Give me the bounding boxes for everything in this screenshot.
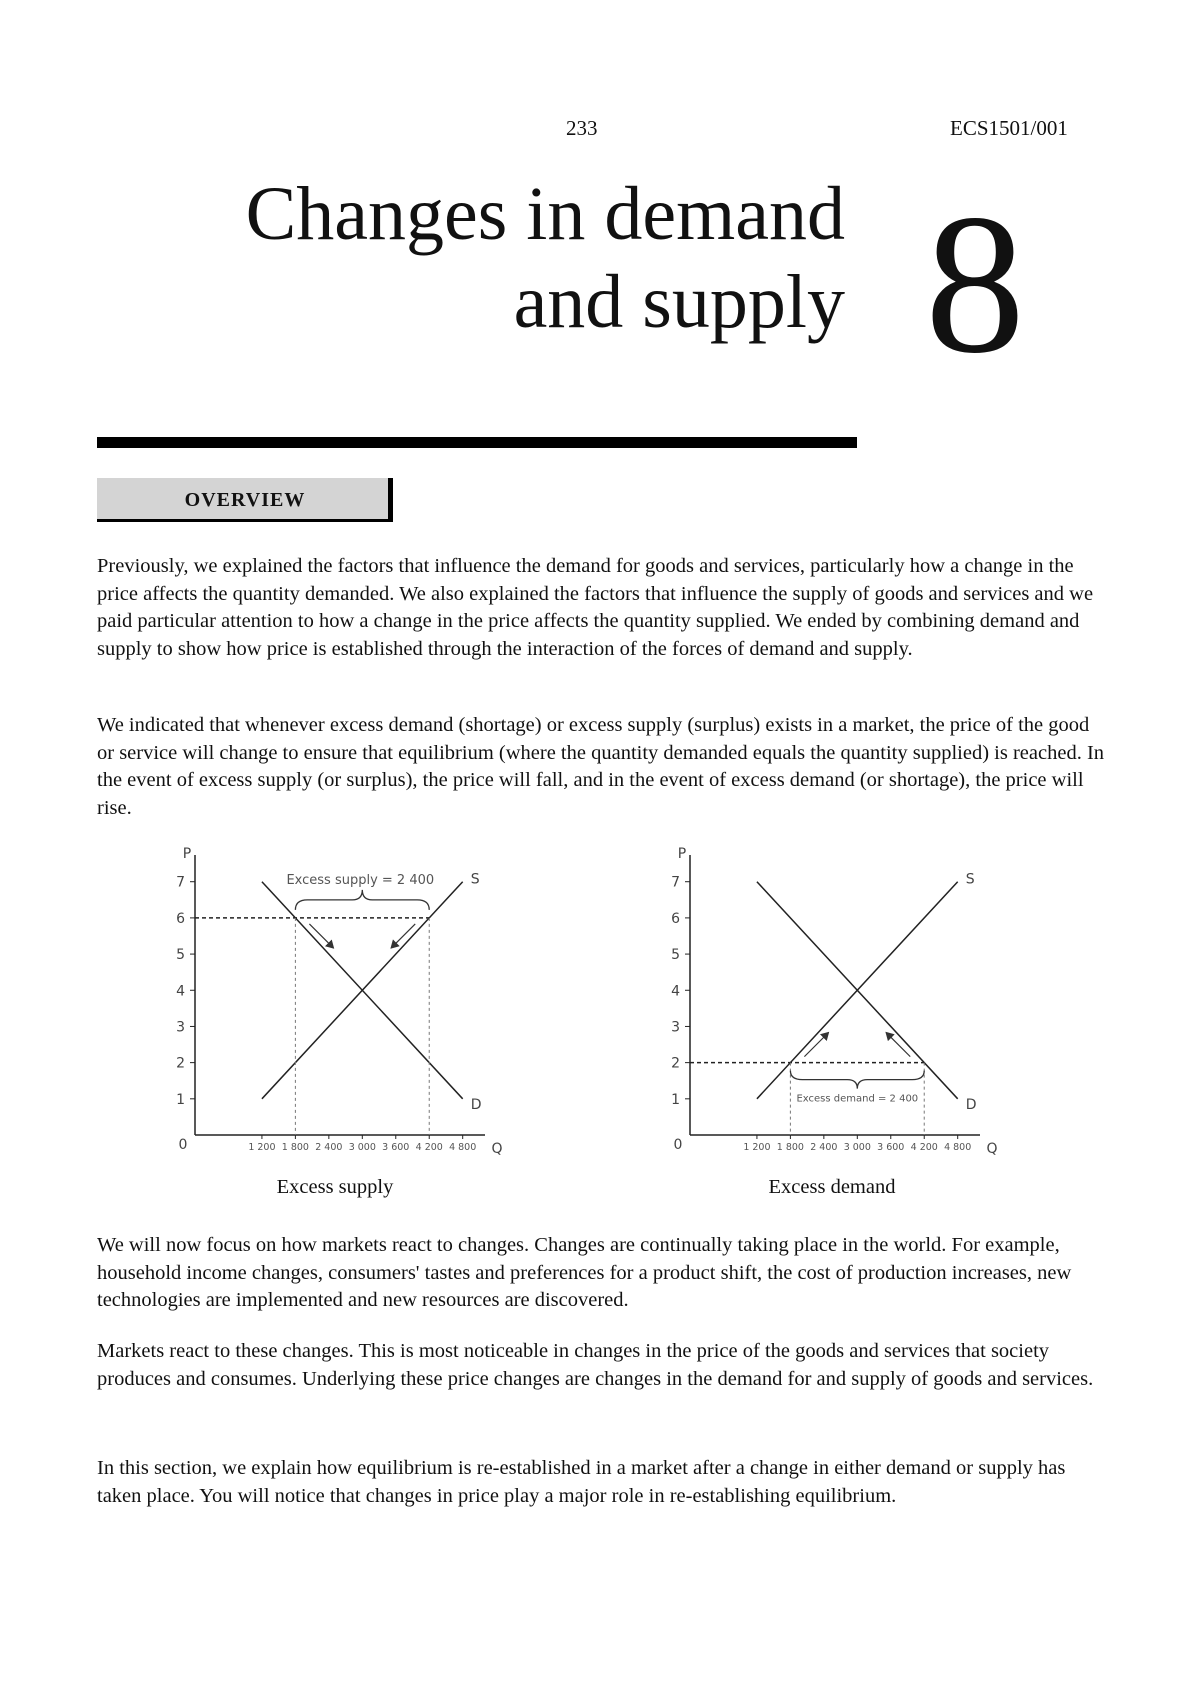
- y-tick-label: 5: [671, 947, 680, 964]
- y-tick-label: 7: [671, 874, 680, 891]
- excess-demand-chart: [665, 840, 1005, 1170]
- course-code: ECS1501/001: [950, 116, 1068, 140]
- x-tick-label: 4 200: [910, 1142, 938, 1153]
- y-tick-label: 2: [671, 1055, 680, 1072]
- paragraph: Markets react to these changes. This is most noticeable in changes in the price of the goods and services that society produces and consumes. Underlying these price changes are changes in the demand for and supply of goods and services.: [97, 1340, 1094, 1390]
- x-tick-label: 3 000: [843, 1142, 871, 1153]
- y-tick-label: 4: [671, 983, 680, 1000]
- origin-label: 0: [178, 1137, 188, 1153]
- overview-label: OVERVIEW: [184, 489, 306, 511]
- curve-label-s: S: [965, 871, 975, 888]
- paragraph: We will now focus on how markets react to changes. Changes are continually taking place in the world. For example, household income changes, consumers' tastes and preferences for a product shift, the cost of production increases, new technologies are implemented and new resources are discovered.: [97, 1234, 1072, 1312]
- y-tick-label: 3: [176, 1019, 185, 1036]
- x-tick-label: 1 800: [281, 1142, 309, 1153]
- curve-label-d: D: [965, 1096, 977, 1113]
- x-tick-label: 1 800: [776, 1142, 804, 1153]
- paragraph: Previously, we explained the factors that influence the demand for goods and services, particularly how a change in the price affects the quantity demanded. We also explained the factors that influence the supply of goods and services and we paid particular attention to how a change in the price affects the quantity supplied. We ended by combining demand and supply to show how price is established through the interaction of the forces of demand and supply.: [97, 555, 1094, 661]
- x-tick-label: 1 200: [743, 1142, 771, 1153]
- x-tick-label: 4 800: [944, 1142, 972, 1153]
- y-axis-label: P: [677, 846, 687, 862]
- y-tick-label: 6: [176, 910, 185, 927]
- y-axis-label: P: [182, 846, 192, 862]
- y-tick-label: 4: [176, 983, 185, 1000]
- chart-caption-excess-supply: Excess supply: [276, 1176, 394, 1198]
- x-tick-label: 2 400: [315, 1142, 343, 1153]
- x-tick-label: 2 400: [810, 1142, 838, 1153]
- x-tick-label: 3 600: [877, 1142, 905, 1153]
- chapter-number: 8: [925, 174, 1025, 395]
- y-tick-label: 1: [176, 1091, 185, 1108]
- y-tick-label: 7: [176, 874, 185, 891]
- chapter-title: [246, 170, 845, 346]
- title-rule: [97, 437, 857, 448]
- paragraph: We indicated that whenever excess demand (shortage) or excess supply (surplus) exists in a market, the price of the good or service will change to ensure that equilibrium (where the quantity demanded equals the quantity supplied) is reached. In the event of excess supply (or surplus), the price will fall, and in the event of excess demand (or shortage), the price will rise.: [97, 714, 1105, 820]
- chapter-title-line-1: Changes in demand: [245, 172, 845, 256]
- overview-box: [97, 478, 393, 522]
- x-tick-label: 3 600: [382, 1142, 410, 1153]
- excess-brace: [295, 890, 429, 910]
- y-tick-label: 6: [671, 910, 680, 927]
- y-tick-label: 5: [176, 947, 185, 964]
- page-number: 233: [566, 116, 598, 140]
- excess-label: Excess demand = 2 400: [796, 1093, 919, 1105]
- x-axis-label: Q: [491, 1141, 503, 1157]
- x-tick-label: 3 000: [348, 1142, 376, 1153]
- excess-supply-chart: [170, 840, 510, 1170]
- y-tick-label: 2: [176, 1055, 185, 1072]
- curve-label-d: D: [470, 1096, 482, 1113]
- x-tick-label: 1 200: [248, 1142, 276, 1153]
- y-tick-label: 3: [671, 1019, 680, 1036]
- y-tick-label: 1: [671, 1091, 680, 1108]
- excess-brace: [790, 1071, 924, 1089]
- x-axis-label: Q: [986, 1141, 998, 1157]
- x-tick-label: 4 200: [415, 1142, 443, 1153]
- excess-label: Excess supply = 2 400: [286, 872, 435, 888]
- x-tick-label: 4 800: [449, 1142, 477, 1153]
- chart-caption-excess-demand: Excess demand: [768, 1176, 896, 1198]
- paragraph: In this section, we explain how equilibrium is re-established in a market after a change in either demand or supply has taken place. You will notice that changes in price play a major role in re-establishing equilibrium.: [97, 1457, 1066, 1507]
- origin-label: 0: [673, 1137, 683, 1153]
- curve-label-s: S: [470, 871, 480, 888]
- chapter-title-line-2: and supply: [513, 260, 845, 344]
